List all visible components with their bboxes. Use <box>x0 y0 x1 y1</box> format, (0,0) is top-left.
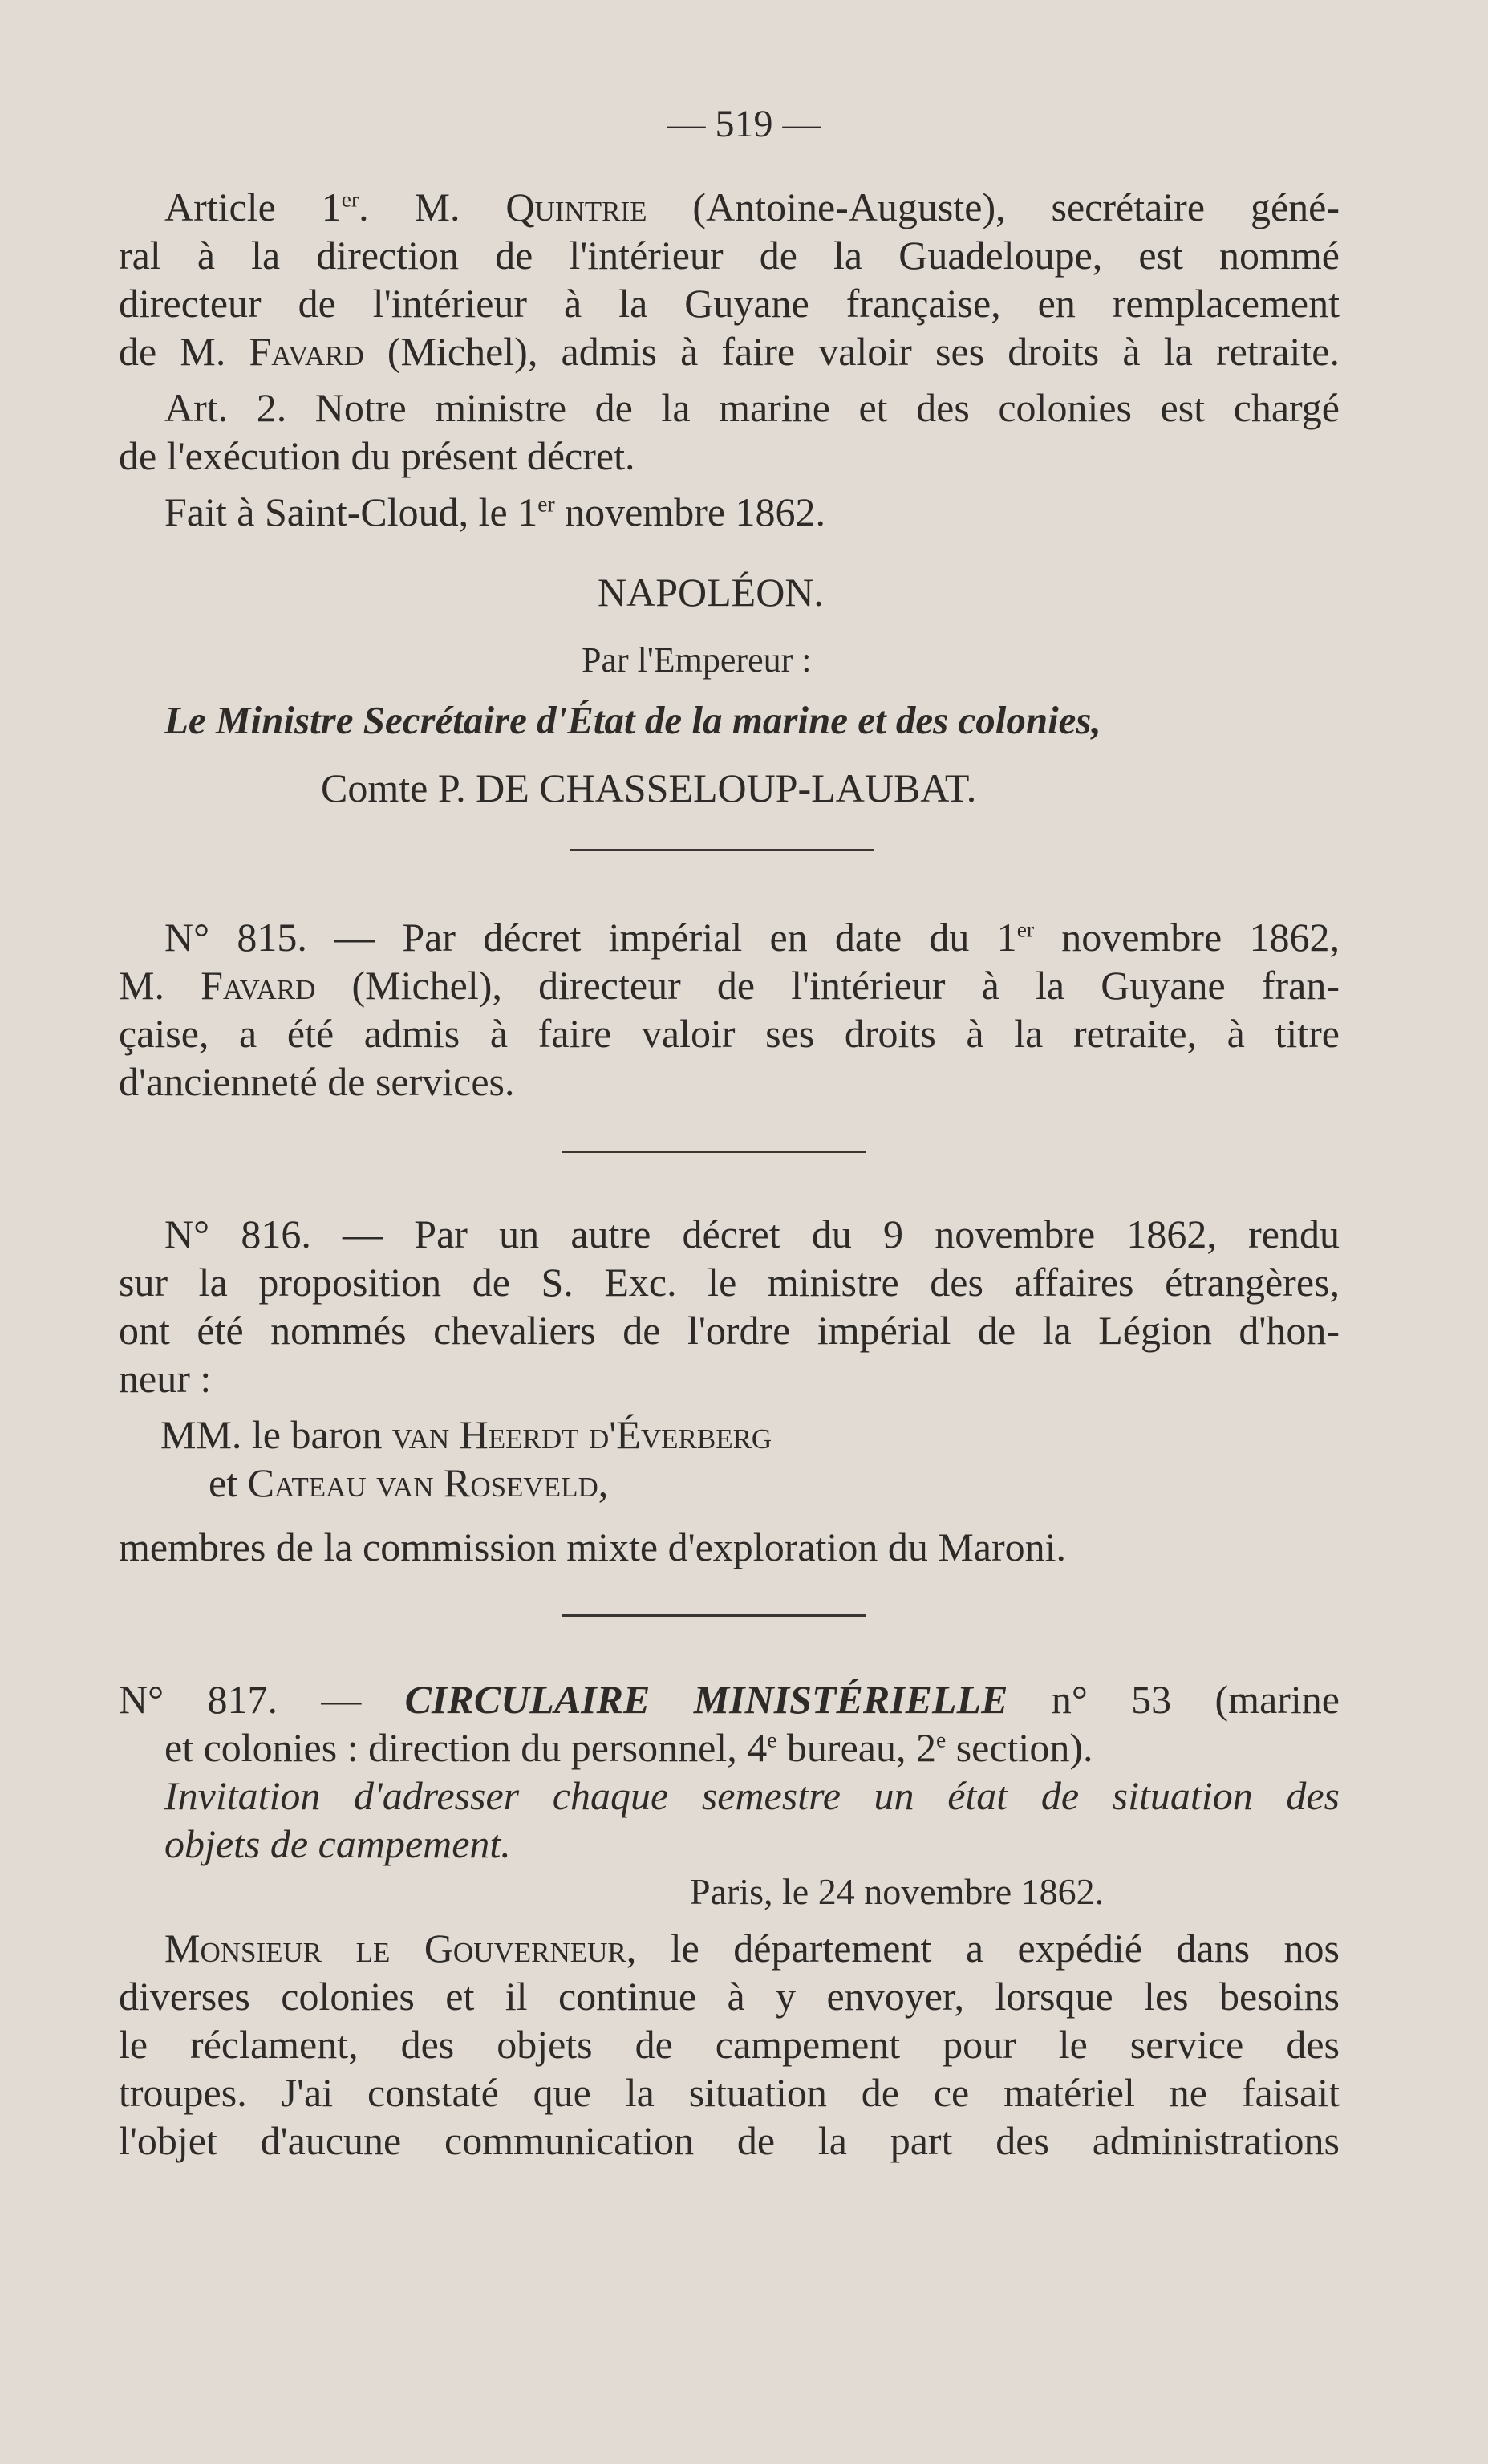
minister-title: Le Ministre Secrétaire d'État de la marine et des colonies, <box>164 698 1101 742</box>
n817-body-3: le réclament, des objets de campement pour le service des <box>119 2022 1340 2067</box>
n817-line-1: N° 817. — CIRCULAIRE MINISTÉRIELLE n° 53 (marine <box>119 1677 1340 1722</box>
n815-line-1: N° 815. — Par décret impérial en date du 1er novembre 1862, <box>164 915 1340 960</box>
n817-dateline: Paris, le 24 novembre 1862. <box>690 1871 1105 1912</box>
n815-line-3: çaise, a été admis à faire valoir ses droits à la retraite, à titre <box>119 1011 1340 1056</box>
article-1-line-3: directeur de l'intérieur à la Guyane française, en remplacement <box>119 281 1340 326</box>
n816-line-7: membres de la commission mixte d'exploration du Maroni. <box>119 1524 1067 1569</box>
n816-names-2: et Cateau van Roseveld, <box>209 1460 609 1505</box>
article-1-line-1: Article 1er. M. Quintrie (Antoine-Auguste), secrétaire géné- <box>164 185 1340 229</box>
n816-names-1: MM. le baron van Heerdt d'Éverberg <box>160 1412 772 1457</box>
page-number: — 519 — <box>667 103 821 145</box>
minister-name: Comte P. DE CHASSELOUP-LAUBAT. <box>321 765 977 810</box>
by-emperor: Par l'Empereur : <box>582 640 812 680</box>
decree-done-at: Fait à Saint-Cloud, le 1er novembre 1862. <box>164 489 826 534</box>
article-1-line-2: ral à la direction de l'intérieur de la Guadeloupe, est nommé <box>119 233 1340 278</box>
n817-body-1: Monsieur le Gouverneur, le département a expédié dans nos <box>164 1926 1340 1971</box>
signature-napoleon: NAPOLÉON. <box>598 570 824 615</box>
n816-line-4: neur : <box>119 1356 212 1401</box>
n817-line-2: et colonies : direction du personnel, 4e bureau, 2e section). <box>164 1725 1093 1770</box>
n816-line-2: sur la proposition de S. Exc. le ministre des affaires étrangères, <box>119 1260 1340 1305</box>
n817-subject-1: Invitation d'adresser chaque semestre un état de situation des <box>164 1773 1340 1818</box>
n817-subject-2: objets de campement. <box>164 1821 511 1866</box>
n815-line-2: M. Favard (Michel), directeur de l'intérieur à la Guyane fran- <box>119 963 1340 1008</box>
n816-line-3: ont été nommés chevaliers de l'ordre impérial de la Légion d'hon- <box>119 1308 1340 1353</box>
article-1-line-4: de M. Favard (Michel), admis à faire valoir ses droits à la retraite. <box>119 329 1340 374</box>
n817-body-4: troupes. J'ai constaté que la situation de ce matériel ne faisait <box>119 2070 1340 2115</box>
n816-line-1: N° 816. — Par un autre décret du 9 novembre 1862, rendu <box>164 1212 1340 1256</box>
n817-body-5: l'objet d'aucune communication de la part des administrations <box>119 2118 1340 2163</box>
divider-rule <box>562 1151 866 1153</box>
article-2-line-1: Art. 2. Notre ministre de la marine et des colonies est chargé <box>164 385 1340 430</box>
divider-rule <box>570 849 874 851</box>
divider-rule <box>562 1614 866 1617</box>
article-2-line-2: de l'exécution du présent décret. <box>119 433 635 478</box>
n815-line-4: d'ancienneté de services. <box>119 1059 515 1104</box>
n817-body-2: diverses colonies et il continue à y envoyer, lorsque les besoins <box>119 1974 1340 2019</box>
